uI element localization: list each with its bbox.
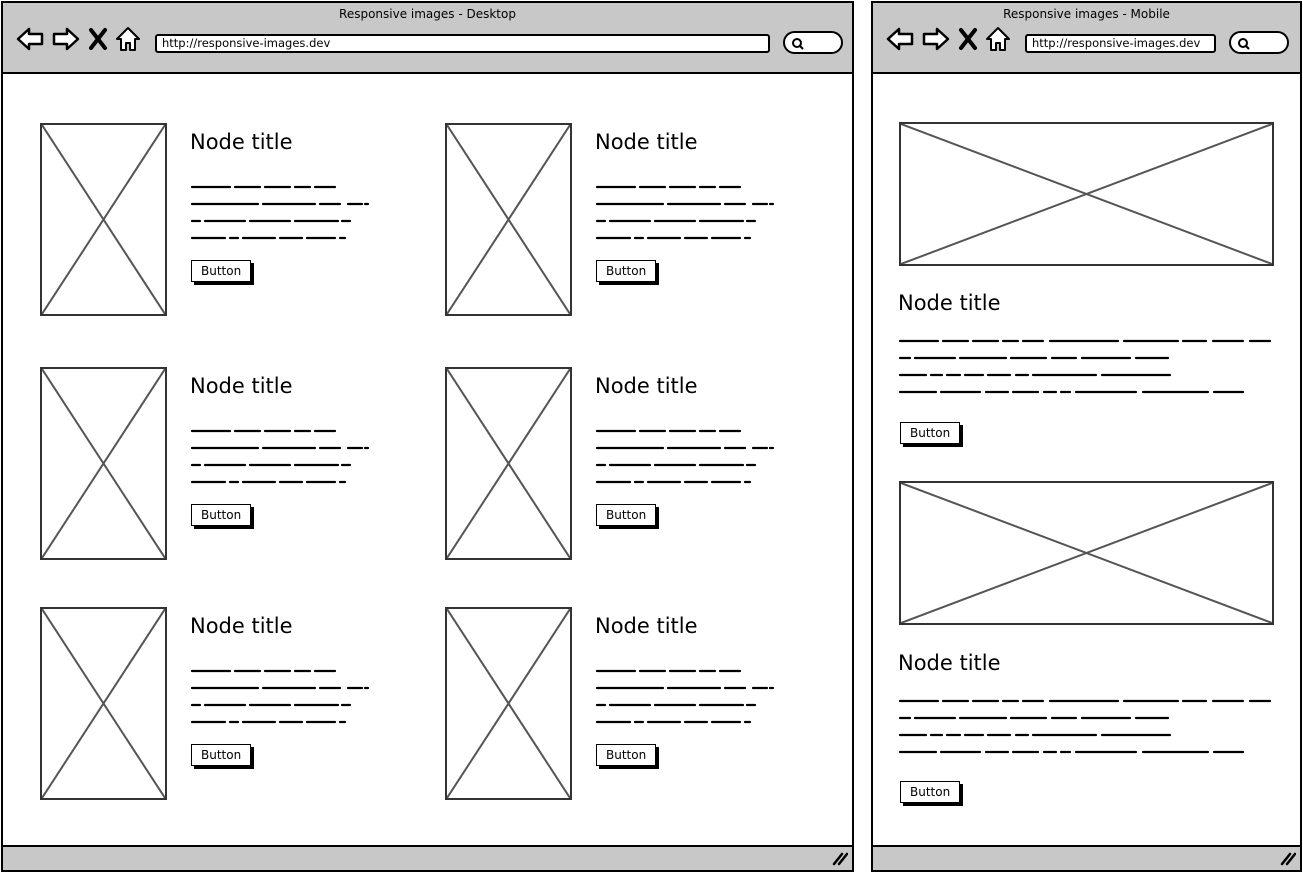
node-title: Node title <box>595 130 698 154</box>
lorem-text-block <box>190 663 405 729</box>
lorem-text-block <box>898 333 1278 399</box>
forward-arrow-icon[interactable] <box>921 26 951 52</box>
card-button[interactable]: Button <box>596 504 656 526</box>
node-title: Node title <box>595 614 698 638</box>
node-title: Node title <box>595 374 698 398</box>
browser-toolbar <box>3 3 852 74</box>
status-bar <box>3 845 852 870</box>
image-placeholder <box>899 481 1274 625</box>
back-arrow-icon[interactable] <box>885 26 915 52</box>
node-title: Node title <box>190 130 293 154</box>
card-button[interactable]: Button <box>900 422 960 444</box>
home-icon[interactable] <box>985 25 1011 53</box>
card-button[interactable]: Button <box>191 744 251 766</box>
home-icon[interactable] <box>115 25 141 53</box>
lorem-text-block <box>595 663 810 729</box>
search-field[interactable] <box>783 31 843 54</box>
resize-grip-icon[interactable] <box>1280 852 1296 866</box>
image-placeholder <box>445 123 572 316</box>
card-button[interactable]: Button <box>596 744 656 766</box>
card-button[interactable]: Button <box>596 260 656 282</box>
browser-toolbar <box>873 3 1300 74</box>
card-button[interactable]: Button <box>191 260 251 282</box>
stop-x-icon[interactable] <box>957 26 979 52</box>
lorem-text-block <box>595 423 810 489</box>
desktop-browser-window <box>1 1 854 872</box>
lorem-text-block <box>898 693 1278 759</box>
address-bar[interactable]: http://responsive-images.dev <box>1025 34 1216 53</box>
window-title: Responsive images - Mobile <box>1003 7 1170 21</box>
card-button[interactable]: Button <box>900 781 960 803</box>
search-field[interactable] <box>1229 31 1289 54</box>
nav-buttons <box>15 24 147 54</box>
lorem-text-block <box>190 179 405 245</box>
image-placeholder <box>445 607 572 800</box>
search-icon <box>1237 37 1251 51</box>
stop-x-icon[interactable] <box>87 26 109 52</box>
image-placeholder <box>40 367 167 560</box>
image-placeholder <box>40 607 167 800</box>
image-placeholder <box>899 122 1274 266</box>
status-bar <box>873 845 1300 870</box>
node-title: Node title <box>898 651 1001 675</box>
lorem-text-block <box>190 423 405 489</box>
node-title: Node title <box>190 374 293 398</box>
node-title: Node title <box>190 614 293 638</box>
image-placeholder <box>40 123 167 316</box>
lorem-text-block <box>595 179 810 245</box>
card-button[interactable]: Button <box>191 504 251 526</box>
search-icon <box>791 37 805 51</box>
node-title: Node title <box>898 291 1001 315</box>
back-arrow-icon[interactable] <box>15 26 45 52</box>
nav-buttons <box>885 24 1017 54</box>
window-title: Responsive images - Desktop <box>339 7 516 21</box>
image-placeholder <box>445 367 572 560</box>
resize-grip-icon[interactable] <box>832 852 848 866</box>
forward-arrow-icon[interactable] <box>51 26 81 52</box>
mobile-browser-window <box>871 1 1302 872</box>
address-bar[interactable]: http://responsive-images.dev <box>155 34 770 53</box>
